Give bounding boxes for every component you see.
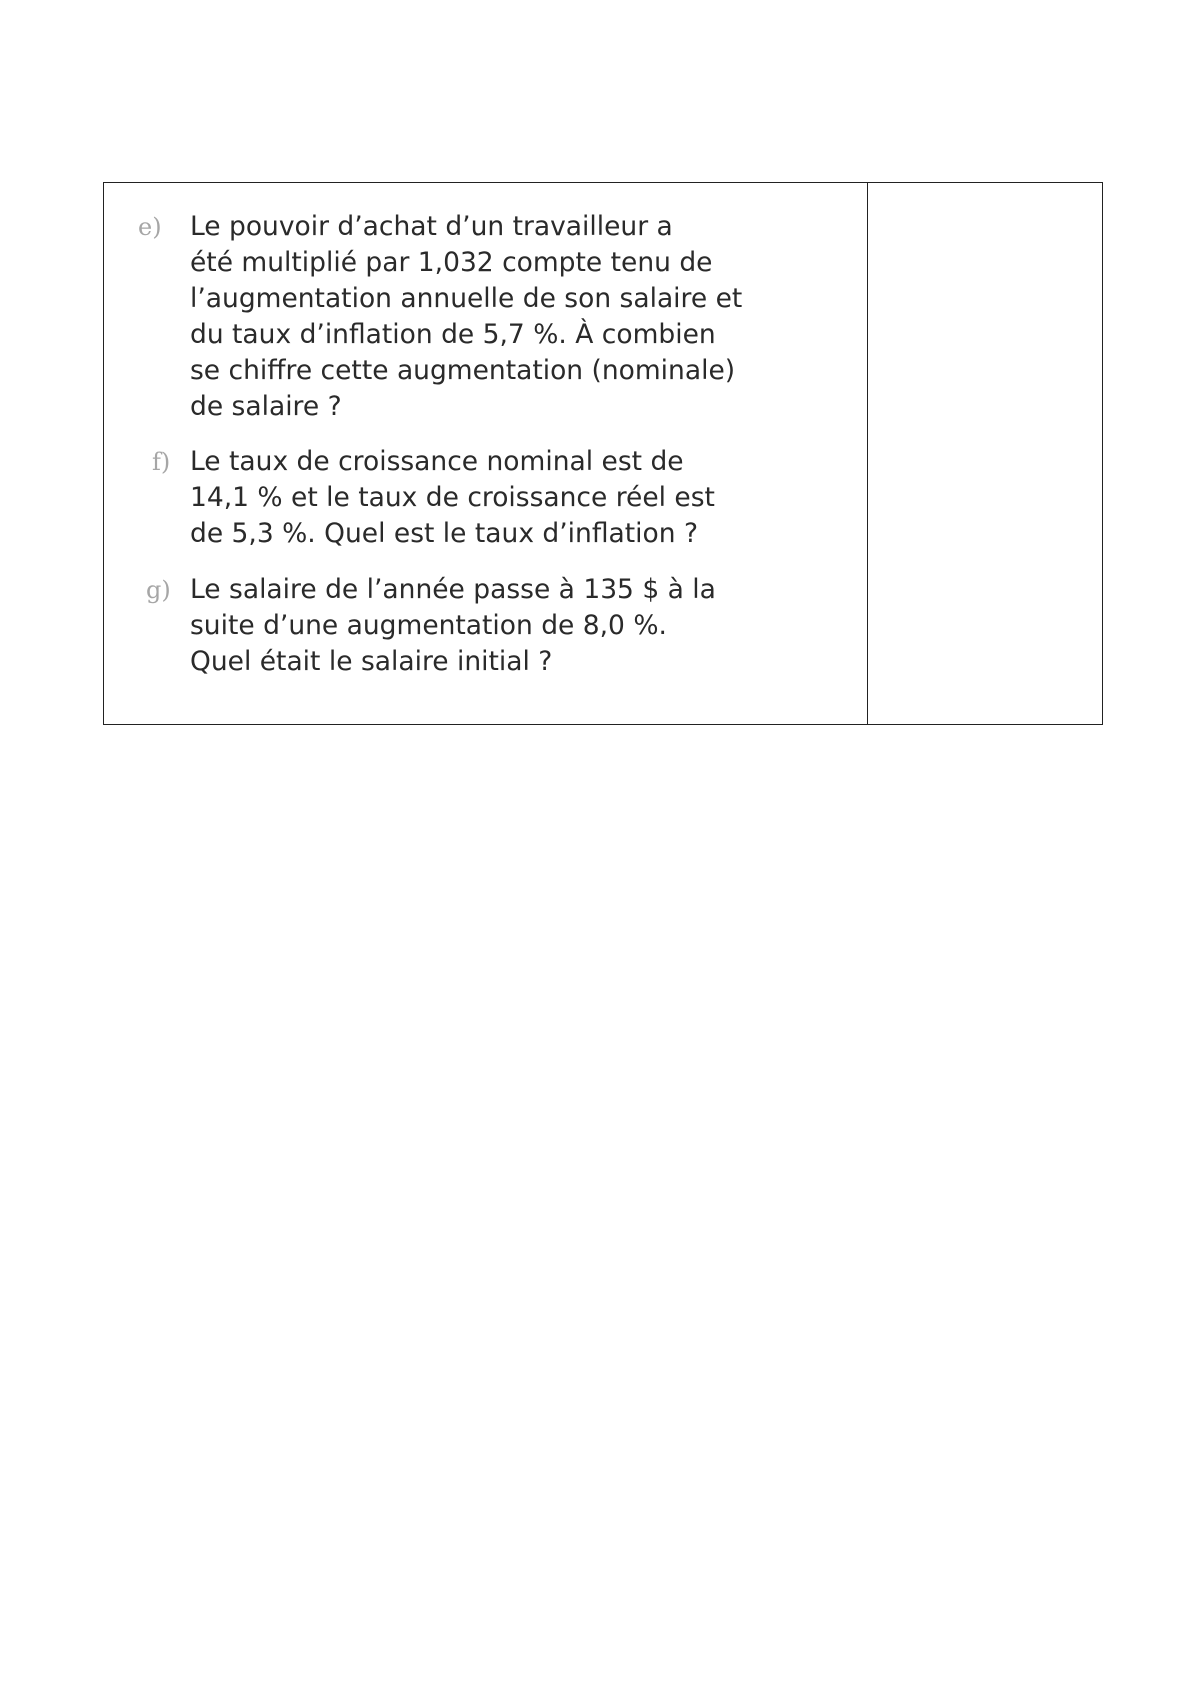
question-line: se chiffre cette augmentation (nominale) — [190, 355, 736, 386]
question-text — [190, 444, 790, 552]
question-text — [190, 572, 790, 680]
question-line: été multiplié par 1,032 compte tenu de — [190, 247, 713, 278]
question-text — [190, 209, 790, 425]
question-line: l’augmentation annuelle de son salaire et — [190, 283, 743, 314]
question-letter: e) — [138, 213, 162, 241]
question-line: de 5,3 %. Quel est le taux d’inflation ? — [190, 518, 699, 549]
question-line: 14,1 % et le taux de croissance réel est — [190, 482, 715, 513]
question-line: Le pouvoir d’achat d’un travailleur a — [190, 211, 673, 242]
questions-cell — [104, 183, 868, 724]
question-letter: g) — [146, 576, 171, 604]
question-letter: f) — [152, 448, 171, 476]
exercise-table — [103, 182, 1103, 725]
question-line: de salaire ? — [190, 391, 342, 422]
question-line: suite d’une augmentation de 8,0 %. — [190, 610, 667, 641]
question-line: du taux d’inflation de 5,7 %. À combien — [190, 319, 716, 350]
answer-cell — [868, 183, 1102, 724]
question-line: Le taux de croissance nominal est de — [190, 446, 684, 477]
question-line: Le salaire de l’année passe à 135 $ à la — [190, 574, 716, 605]
question-line: Quel était le salaire initial ? — [190, 646, 553, 677]
